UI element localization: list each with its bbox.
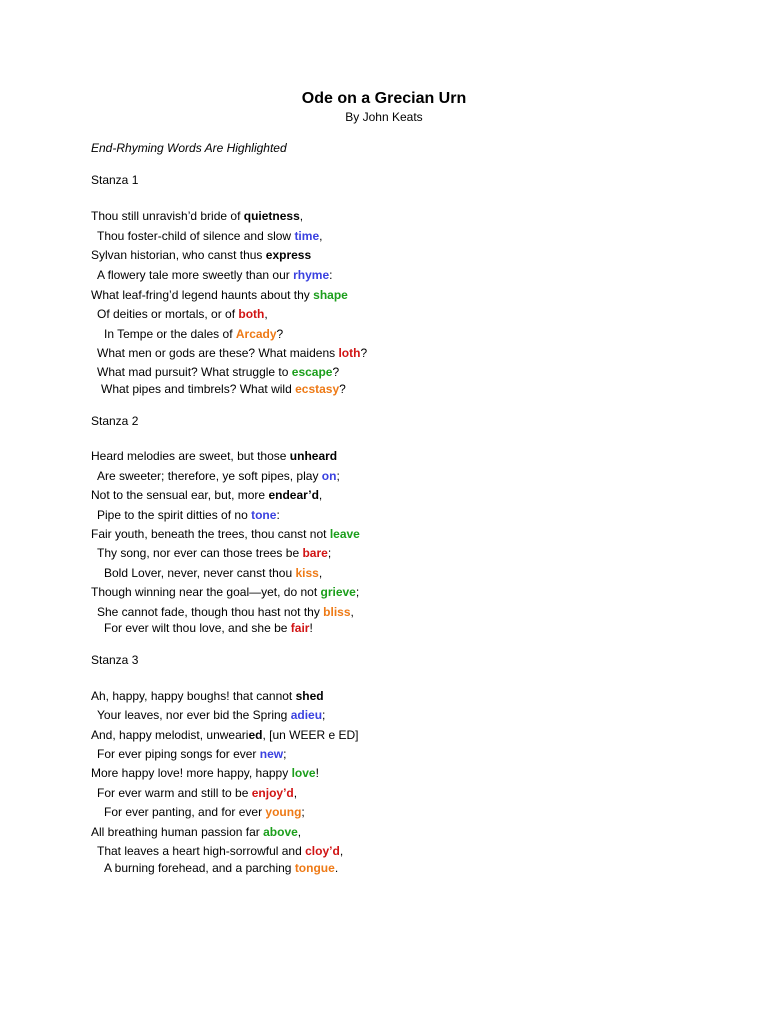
poem-line <box>97 307 268 321</box>
poem-line <box>97 346 367 360</box>
line-text: A burning forehead, and a parching <box>104 861 295 875</box>
rhyme-word: shed <box>295 689 324 703</box>
line-punctuation: ; <box>322 708 326 722</box>
stanza-label: Stanza 2 <box>91 414 139 428</box>
poem-line <box>91 527 360 541</box>
poem-line <box>104 861 338 875</box>
line-punctuation: , <box>293 786 298 800</box>
poem-line <box>91 449 337 463</box>
poem-line <box>91 825 301 839</box>
poem-line <box>97 708 325 722</box>
line-text: For ever wilt thou love, and she be <box>104 621 291 635</box>
poem-line <box>91 288 348 302</box>
line-text: Though winning near the goal—yet, do not <box>91 585 321 599</box>
line-text: More happy love! more happy, happy <box>91 766 292 780</box>
poem-line <box>91 209 303 223</box>
poem-line <box>91 585 359 599</box>
poem-author: By John Keats <box>345 110 423 124</box>
poem-line <box>91 488 322 502</box>
stanza-label: Stanza 3 <box>91 653 139 667</box>
line-text: What mad pursuit? What struggle to <box>97 365 292 379</box>
line-punctuation: ? <box>339 382 346 396</box>
line-punctuation: , <box>350 605 354 619</box>
poem-line <box>97 747 286 761</box>
rhyme-word: enjoy’d <box>251 786 294 800</box>
poem-line <box>104 327 283 341</box>
rhyme-word: endear’d <box>268 488 319 502</box>
poem-line <box>97 546 331 560</box>
line-text: For ever piping songs for ever <box>97 747 260 761</box>
line-text: Thy song, nor ever can those trees be <box>97 546 303 560</box>
rhyme-word: fair <box>290 621 310 635</box>
rhyme-word: both <box>238 307 265 321</box>
rhyme-word: young <box>265 805 302 819</box>
poem-line <box>97 508 280 522</box>
line-text: All breathing human passion far <box>91 825 264 839</box>
line-text: Sylvan historian, who canst thus <box>91 248 266 262</box>
line-punctuation: , <box>299 209 304 223</box>
line-punctuation: . <box>334 861 339 875</box>
line-text: What pipes and timbrels? What wild <box>101 382 296 396</box>
rhyme-word: time <box>294 229 320 243</box>
rhyme-word: love <box>291 766 316 780</box>
stanza-label: Stanza 1 <box>91 173 139 187</box>
line-text: Thou still unravish’d bride of <box>91 209 244 223</box>
line-text: Ah, happy, happy boughs! that cannot <box>91 689 296 703</box>
rhyme-word: ecstasy <box>295 382 340 396</box>
rhyme-word: bliss <box>323 605 351 619</box>
line-punctuation: ; <box>336 469 340 483</box>
line-text: Not to the sensual ear, but, more <box>91 488 269 502</box>
line-punctuation: : <box>329 268 333 282</box>
line-punctuation: , <box>264 307 268 321</box>
line-punctuation: : <box>276 508 280 522</box>
rhyme-word: ed <box>248 728 263 742</box>
rhyme-word: new <box>259 747 284 761</box>
rhyme-word: express <box>265 248 312 262</box>
line-punctuation: , [un WEER e ED] <box>262 728 359 742</box>
line-text: What men or gods are these? What maidens <box>97 346 339 360</box>
rhyme-word: rhyme <box>293 268 330 282</box>
poem-line <box>97 786 297 800</box>
line-text: Bold Lover, never, never canst thou <box>104 566 296 580</box>
rhyme-word: tongue <box>294 861 335 875</box>
line-punctuation: , <box>297 825 302 839</box>
line-punctuation: ! <box>315 766 319 780</box>
poem-line <box>104 805 305 819</box>
line-punctuation: ? <box>276 327 284 341</box>
line-punctuation: ; <box>283 747 287 761</box>
rhyme-word: tone <box>251 508 277 522</box>
line-punctuation: , <box>319 229 323 243</box>
rhyme-word: grieve <box>320 585 356 599</box>
line-text: A flowery tale more sweetly than our <box>97 268 294 282</box>
rhyme-word: bare <box>302 546 328 560</box>
line-text: Are sweeter; therefore, ye soft pipes, play <box>97 469 322 483</box>
poem-line <box>104 621 313 635</box>
line-text: She cannot fade, though thou hast not thy <box>97 605 324 619</box>
rhyme-word: kiss <box>295 566 319 580</box>
line-punctuation: ? <box>360 346 368 360</box>
rhyme-word: adieu <box>290 708 323 722</box>
poem-line <box>91 766 319 780</box>
line-text: What leaf-fring’d legend haunts about thy <box>91 288 314 302</box>
poem-title: Ode on a Grecian Urn <box>301 90 467 107</box>
rhyme-word: escape <box>291 365 333 379</box>
line-punctuation: ; <box>355 585 360 599</box>
line-punctuation: ? <box>332 365 340 379</box>
highlight-note: End-Rhyming Words Are Highlighted <box>91 141 287 155</box>
rhyme-word: unheard <box>289 449 338 463</box>
line-punctuation: , <box>318 488 323 502</box>
line-text: Fair youth, beneath the trees, thou canst not <box>91 527 330 541</box>
poem-line <box>91 689 324 703</box>
line-punctuation: ! <box>309 621 313 635</box>
rhyme-word: Arcady <box>235 327 277 341</box>
rhyme-word: loth <box>338 346 361 360</box>
poem-line <box>97 365 339 379</box>
line-text: Of deities or mortals, or of <box>97 307 239 321</box>
line-text: For ever panting, and for ever <box>104 805 266 819</box>
line-text: And, happy melodist, unweari <box>91 728 249 742</box>
rhyme-word: quietness <box>243 209 300 223</box>
rhyme-word: shape <box>313 288 348 302</box>
line-punctuation: , <box>339 844 344 858</box>
poem-line <box>97 229 322 243</box>
rhyme-word: on <box>321 469 337 483</box>
poem-line <box>97 469 340 483</box>
line-text: Heard melodies are sweet, but those <box>91 449 290 463</box>
line-punctuation: , <box>318 566 323 580</box>
rhyme-word: leave <box>329 527 360 541</box>
rhyme-word: above <box>263 825 298 839</box>
line-text: That leaves a heart high-sorrowful and <box>97 844 306 858</box>
poem-line <box>91 728 358 742</box>
line-text: Thou foster-child of silence and slow <box>97 229 295 243</box>
poem-line <box>97 605 354 619</box>
poem-line <box>91 248 311 262</box>
line-text: For ever warm and still to be <box>97 786 252 800</box>
poem-line <box>97 844 343 858</box>
poem-line <box>101 382 346 396</box>
line-text: Pipe to the spirit ditties of no <box>97 508 252 522</box>
poem-line <box>104 566 322 580</box>
poem-line <box>97 268 332 282</box>
line-text: In Tempe or the dales of <box>104 327 236 341</box>
line-punctuation: ; <box>301 805 305 819</box>
rhyme-word: cloy’d <box>305 844 340 858</box>
line-punctuation: ; <box>327 546 332 560</box>
line-text: Your leaves, nor ever bid the Spring <box>97 708 291 722</box>
